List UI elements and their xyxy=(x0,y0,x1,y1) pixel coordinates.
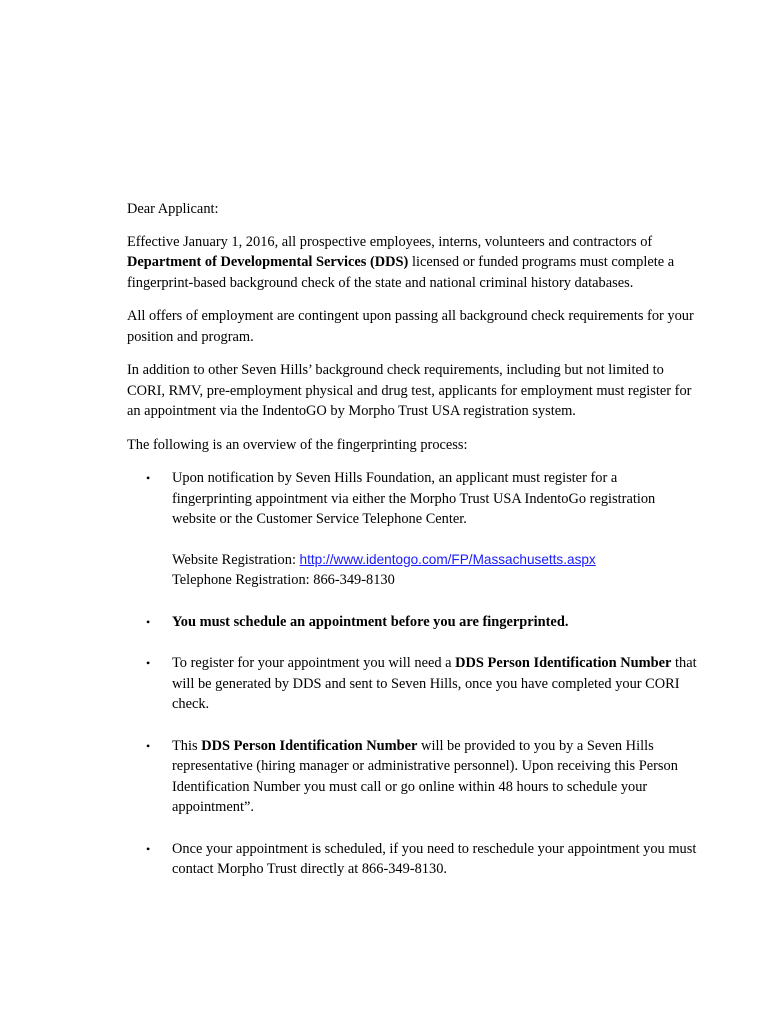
registration-details xyxy=(172,550,697,591)
bullet-icon: • xyxy=(146,841,151,856)
website-registration-line xyxy=(172,550,697,571)
website-registration-label: Website Registration: xyxy=(172,551,300,568)
bullet-person-id-tail: that will be generated by DDS and sent to Seven Hills, once you have completed your CORI check. xyxy=(172,655,697,712)
bullet-icon: • xyxy=(146,656,151,670)
paragraph-dds-tail: licensed or funded programs must complete a fingerprint-based background check of the state and national criminal history databases. xyxy=(127,254,675,291)
bullet-provided-bold: DDS Person Identification Number xyxy=(201,737,418,754)
bullet-item-person-id-needed xyxy=(127,653,697,715)
bullet-text-registration: Upon notification by Seven Hills Foundation, an applicant must register for a fingerprinting appointment via either the Morpho Trust USA IndentoGo registration website or the Customer Service Telephone Center. xyxy=(172,470,656,527)
paragraph-dds-lead: Effective January 1, 2016, all prospective employees, interns, volunteers and contractors of xyxy=(127,233,653,250)
bullet-person-id-lead: To register for your appointment you will need a xyxy=(172,655,456,671)
bullet-item-reschedule xyxy=(127,839,697,880)
bullet-person-id-bold: DDS Person Identification Number xyxy=(455,655,672,671)
paragraph-offers-contingent: All offers of employment are contingent upon passing all background check requirements for your position and program. xyxy=(127,308,694,345)
paragraph-dds-requirement xyxy=(127,232,697,294)
bullet-text-reschedule: Once your appointment is scheduled, if you need to reschedule your appointment you must contact Morpho Trust directly at 866-349-8130. xyxy=(172,840,697,877)
bullet-icon: • xyxy=(146,738,151,753)
salutation: Dear Applicant: xyxy=(127,201,219,217)
bullet-provided-lead: This xyxy=(172,737,202,754)
website-registration-link[interactable]: http://www.identogo.com/FP/Massachusetts.aspx xyxy=(299,551,596,567)
bullet-item-schedule-first xyxy=(127,612,697,633)
bullet-item-person-id-provided xyxy=(127,736,697,818)
dds-name-bold: Department of Developmental Services (DDS) xyxy=(127,254,409,270)
bullet-item-registration xyxy=(127,468,697,591)
telephone-registration-line: Telephone Registration: 866-349-8130 xyxy=(172,572,395,588)
bullet-icon: • xyxy=(146,471,151,485)
paragraph-background-checks: In addition to other Seven Hills’ background check requirements, including but not limited to CORI, RMV, pre-employment physical and drug test, applicants for employment must register for an appointment via the IndentoGO by Morpho Trust USA registration system. xyxy=(127,362,692,419)
bullet-icon: • xyxy=(146,614,151,629)
paragraph-overview-intro: The following is an overview of the fingerprinting process: xyxy=(127,436,468,453)
letter-body xyxy=(127,199,697,901)
bullet-text-schedule-first: You must schedule an appointment before you are fingerprinted. xyxy=(172,613,569,630)
process-bullet-list xyxy=(127,468,697,880)
bullet-provided-tail: will be provided to you by a Seven Hills representative (hiring manager or administrative personnel). Upon receiving this Person Identification Number you must call or go online within 48 hours to schedule your appointment”. xyxy=(172,737,678,815)
